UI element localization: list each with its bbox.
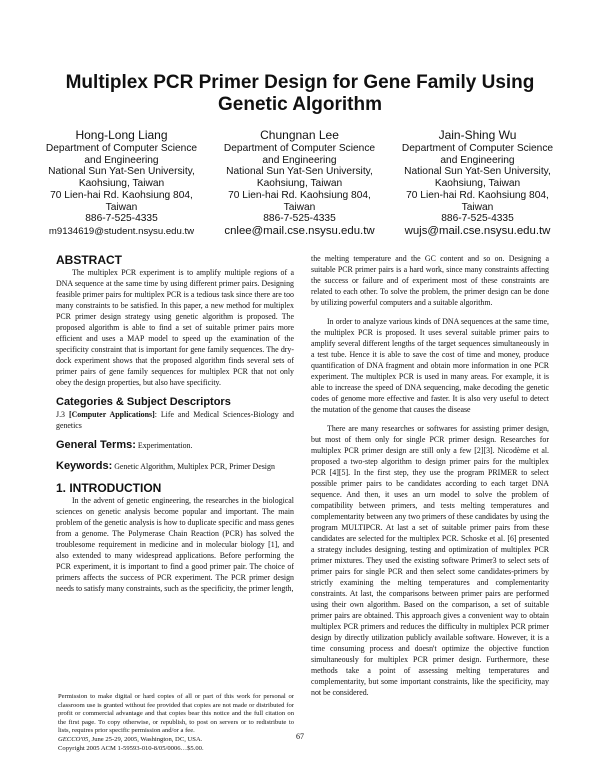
affiliation-line: National Sun Yat-Sen University, bbox=[226, 166, 373, 178]
right-paragraph-3: There are many researches or softwares for assisting primer design, but most of them only for single PCR primer design. Researches for multiplex PCR primer design are still only a few [2][3]. Nicodème et al. proposed a two-step algorithm to design primer pairs for the multiplex PCR [4][5]. In the first step, they use the program PRIMER to select possible primer pairs to be candidates according to each target DNA sequence. And then, it uses an urn model to solve the problem of compatibility between primers, and tests melting temperatures and complementarity between any two primers of these candidates by using the program MULTIPCR. At last a set of suitable primer pairs from these candidates are selected for the multiplex PCR. Schoske et al. [6] presented a strategy includes designing, testing and optimization of multiplex PCR primer mixtures. They used the existing software Primer3 to select sets of primer pairs for single PCR and then select some candidates-primers by strictly examining the melting temperatures and complementarity constraints. At last, the comparisons between primer pairs are performed using their own algorithm. Based on the comparison, a set of suitable primer pairs are obtained. This approach gives a convenient way to obtain multiplex PCR primers and reduces the difficulty in multiplex PCR primer design by directly utilization publicly available software. However, it is a time consuming process and doesn't optimize the objective function simultaneously for multiplex PCR primer design. Furthermore, these methods take a point of assessing melting temperatures and complementarity, but some important constraints, like the specificity, may not be considered. bbox=[311, 424, 549, 697]
category-description: : Life and Medical Sciences-Biology and genetics bbox=[56, 410, 294, 430]
author-block-1 bbox=[34, 128, 209, 238]
right-column bbox=[311, 253, 549, 698]
keywords bbox=[56, 460, 294, 473]
affiliation-line: Department of Computer Science bbox=[223, 143, 376, 154]
category-bracket: [Computer Applications] bbox=[68, 410, 155, 419]
affiliation-line: Kaohsiung, Taiwan bbox=[434, 178, 521, 190]
author-email[interactable]: wujs@mail.cse.nsysu.edu.tw bbox=[404, 224, 551, 237]
affiliation-line: Department of Computer Science bbox=[45, 143, 198, 154]
affiliation-line: and Engineering bbox=[262, 154, 337, 166]
category-code: J.3 bbox=[56, 410, 65, 419]
author-affiliation bbox=[34, 143, 209, 225]
permission-text: Permission to make digital or hard copies of all or part of this work for personal or classroom use is granted without fee provided that copies are not made or distributed for profit or commercial advantage and that copies bear this notice and the full citation on the first page. To copy otherwise, or republish, to post on servers or to redistribute to lists, requires prior specific permission and/or a fee. bbox=[58, 693, 294, 735]
conference-name: GECCO'05, bbox=[58, 735, 90, 743]
categories-heading: Categories & Subject Descriptors bbox=[56, 396, 231, 408]
conference-details: June 25-29, 2005, Washington, DC, USA. bbox=[90, 735, 203, 743]
keywords-heading: Keywords: bbox=[56, 460, 113, 472]
author-name: Hong-Long Liang bbox=[75, 128, 168, 142]
author-affiliation bbox=[390, 143, 565, 225]
right-paragraph-1: the melting temperature and the GC content and so on. Designing a suitable PCR primer pairs is a hard work, since many constraints affecting the success or failure and of experiment most of these constraints are related to each other. To solve the problem, the primer design can be done by utilizing powerful computers and a suitable algorithm. bbox=[311, 254, 549, 307]
affiliation-line: Taiwan bbox=[461, 201, 494, 213]
affiliation-line: 70 Lien-hai Rd. Kaohsiung 804, bbox=[228, 189, 371, 201]
affiliation-line: Taiwan bbox=[105, 201, 138, 213]
categories-text bbox=[56, 409, 294, 431]
affiliation-line: National Sun Yat-Sen University, bbox=[48, 166, 195, 178]
affiliation-line: 886-7-525-4335 bbox=[85, 213, 158, 225]
affiliation-line: National Sun Yat-Sen University, bbox=[404, 166, 551, 178]
affiliation-line: 886-7-525-4335 bbox=[441, 213, 514, 225]
right-paragraph-2: In order to analyze various kinds of DNA sequences at the same time, the multiplex PCR is proposed. It uses several suitable primer pairs to amplify several different lengths of the target sequences simultaneously in a test tube. Hence it is able to save the cost of time and money, produce quantification of DNA fragment and obtain more information in one PCR experiment. The multiplex PCR is used in many areas. For example, it is able to increase the speed of DNA sequencing, make decoding the genetic codes of genome more effective and faster. It is also very useful to detect the mutation of the genome that causes the disease bbox=[311, 317, 549, 414]
affiliation-line: and Engineering bbox=[84, 154, 159, 166]
author-name: Jain-Shing Wu bbox=[438, 128, 517, 142]
author-affiliation bbox=[212, 143, 387, 225]
affiliation-line: Taiwan bbox=[283, 201, 316, 213]
general-terms-heading: General Terms: bbox=[56, 439, 136, 451]
left-column bbox=[56, 253, 294, 594]
affiliation-line: 70 Lien-hai Rd. Kaohsiung 804, bbox=[50, 189, 193, 201]
author-block-3 bbox=[390, 128, 565, 238]
copyright-line: Copyright 2005 ACM 1-59593-010-8/05/0006…$5.00. bbox=[58, 744, 204, 752]
affiliation-line: Department of Computer Science bbox=[401, 143, 554, 154]
author-block-2 bbox=[212, 128, 387, 238]
paper-title: Multiplex PCR Primer Design for Gene Family Using Genetic Algorithm bbox=[65, 72, 535, 115]
keywords-text: Genetic Algorithm, Multiplex PCR, Primer Design bbox=[114, 462, 275, 471]
author-name: Chungnan Lee bbox=[260, 128, 339, 142]
permission-notice bbox=[58, 693, 294, 753]
author-email[interactable]: m9134619@student.nsysu.edu.tw bbox=[48, 225, 195, 237]
abstract-text: The multiplex PCR experiment is to amplify multiple regions of a DNA sequence at the same time by using different primer pairs. Designing feasible primer pairs for multiplex PCR is a tedious task since there are too many constraints to be satisfied. In this paper, a new method for multiplex PCR primer design strategy using genetic algorithm is proposed. The proposed algorithm is able to find a set of suitable primer pairs more efficient and uses a MAP model to speed up the examination of the specificity constraint that is important for gene family sequences. The dry-dock experiment shows that the proposed algorithm finds several sets of primer pairs of gene family sequences for multiplex PCR that not only obey the design properties, but also have specificity. bbox=[56, 268, 294, 387]
affiliation-line: 886-7-525-4335 bbox=[263, 213, 336, 225]
affiliation-line: Kaohsiung, Taiwan bbox=[256, 178, 343, 190]
abstract-heading: ABSTRACT bbox=[56, 253, 122, 267]
affiliation-line: 70 Lien-hai Rd. Kaohsiung 804, bbox=[406, 189, 549, 201]
introduction-text: In the advent of genetic engineering, the researches in the biological sciences on genetic analysis become popular and important. The main problem of the genetic analysis is how to duplicate specific and mass genes from a genome. The Polymerase Chain Reaction (PCR) has solved the troublesome requirement in medicine and in molecular biology [1], and also extended to many widespread applications. Before performing the PCR experiment, it is important to find a good primer pair. The choice of primers affects the success of PCR experiment. The PCR primer design needs to satisfy many constraints, such as the specificity, the primer length, bbox=[56, 496, 294, 593]
introduction-heading: 1. INTRODUCTION bbox=[56, 481, 162, 495]
general-terms bbox=[56, 439, 294, 452]
author-email[interactable]: cnlee@mail.cse.nsysu.edu.tw bbox=[224, 224, 375, 237]
affiliation-line: Kaohsiung, Taiwan bbox=[78, 178, 165, 190]
general-terms-text: Experimentation. bbox=[137, 441, 193, 450]
page-number: 67 bbox=[296, 732, 304, 741]
affiliation-line: and Engineering bbox=[440, 154, 515, 166]
